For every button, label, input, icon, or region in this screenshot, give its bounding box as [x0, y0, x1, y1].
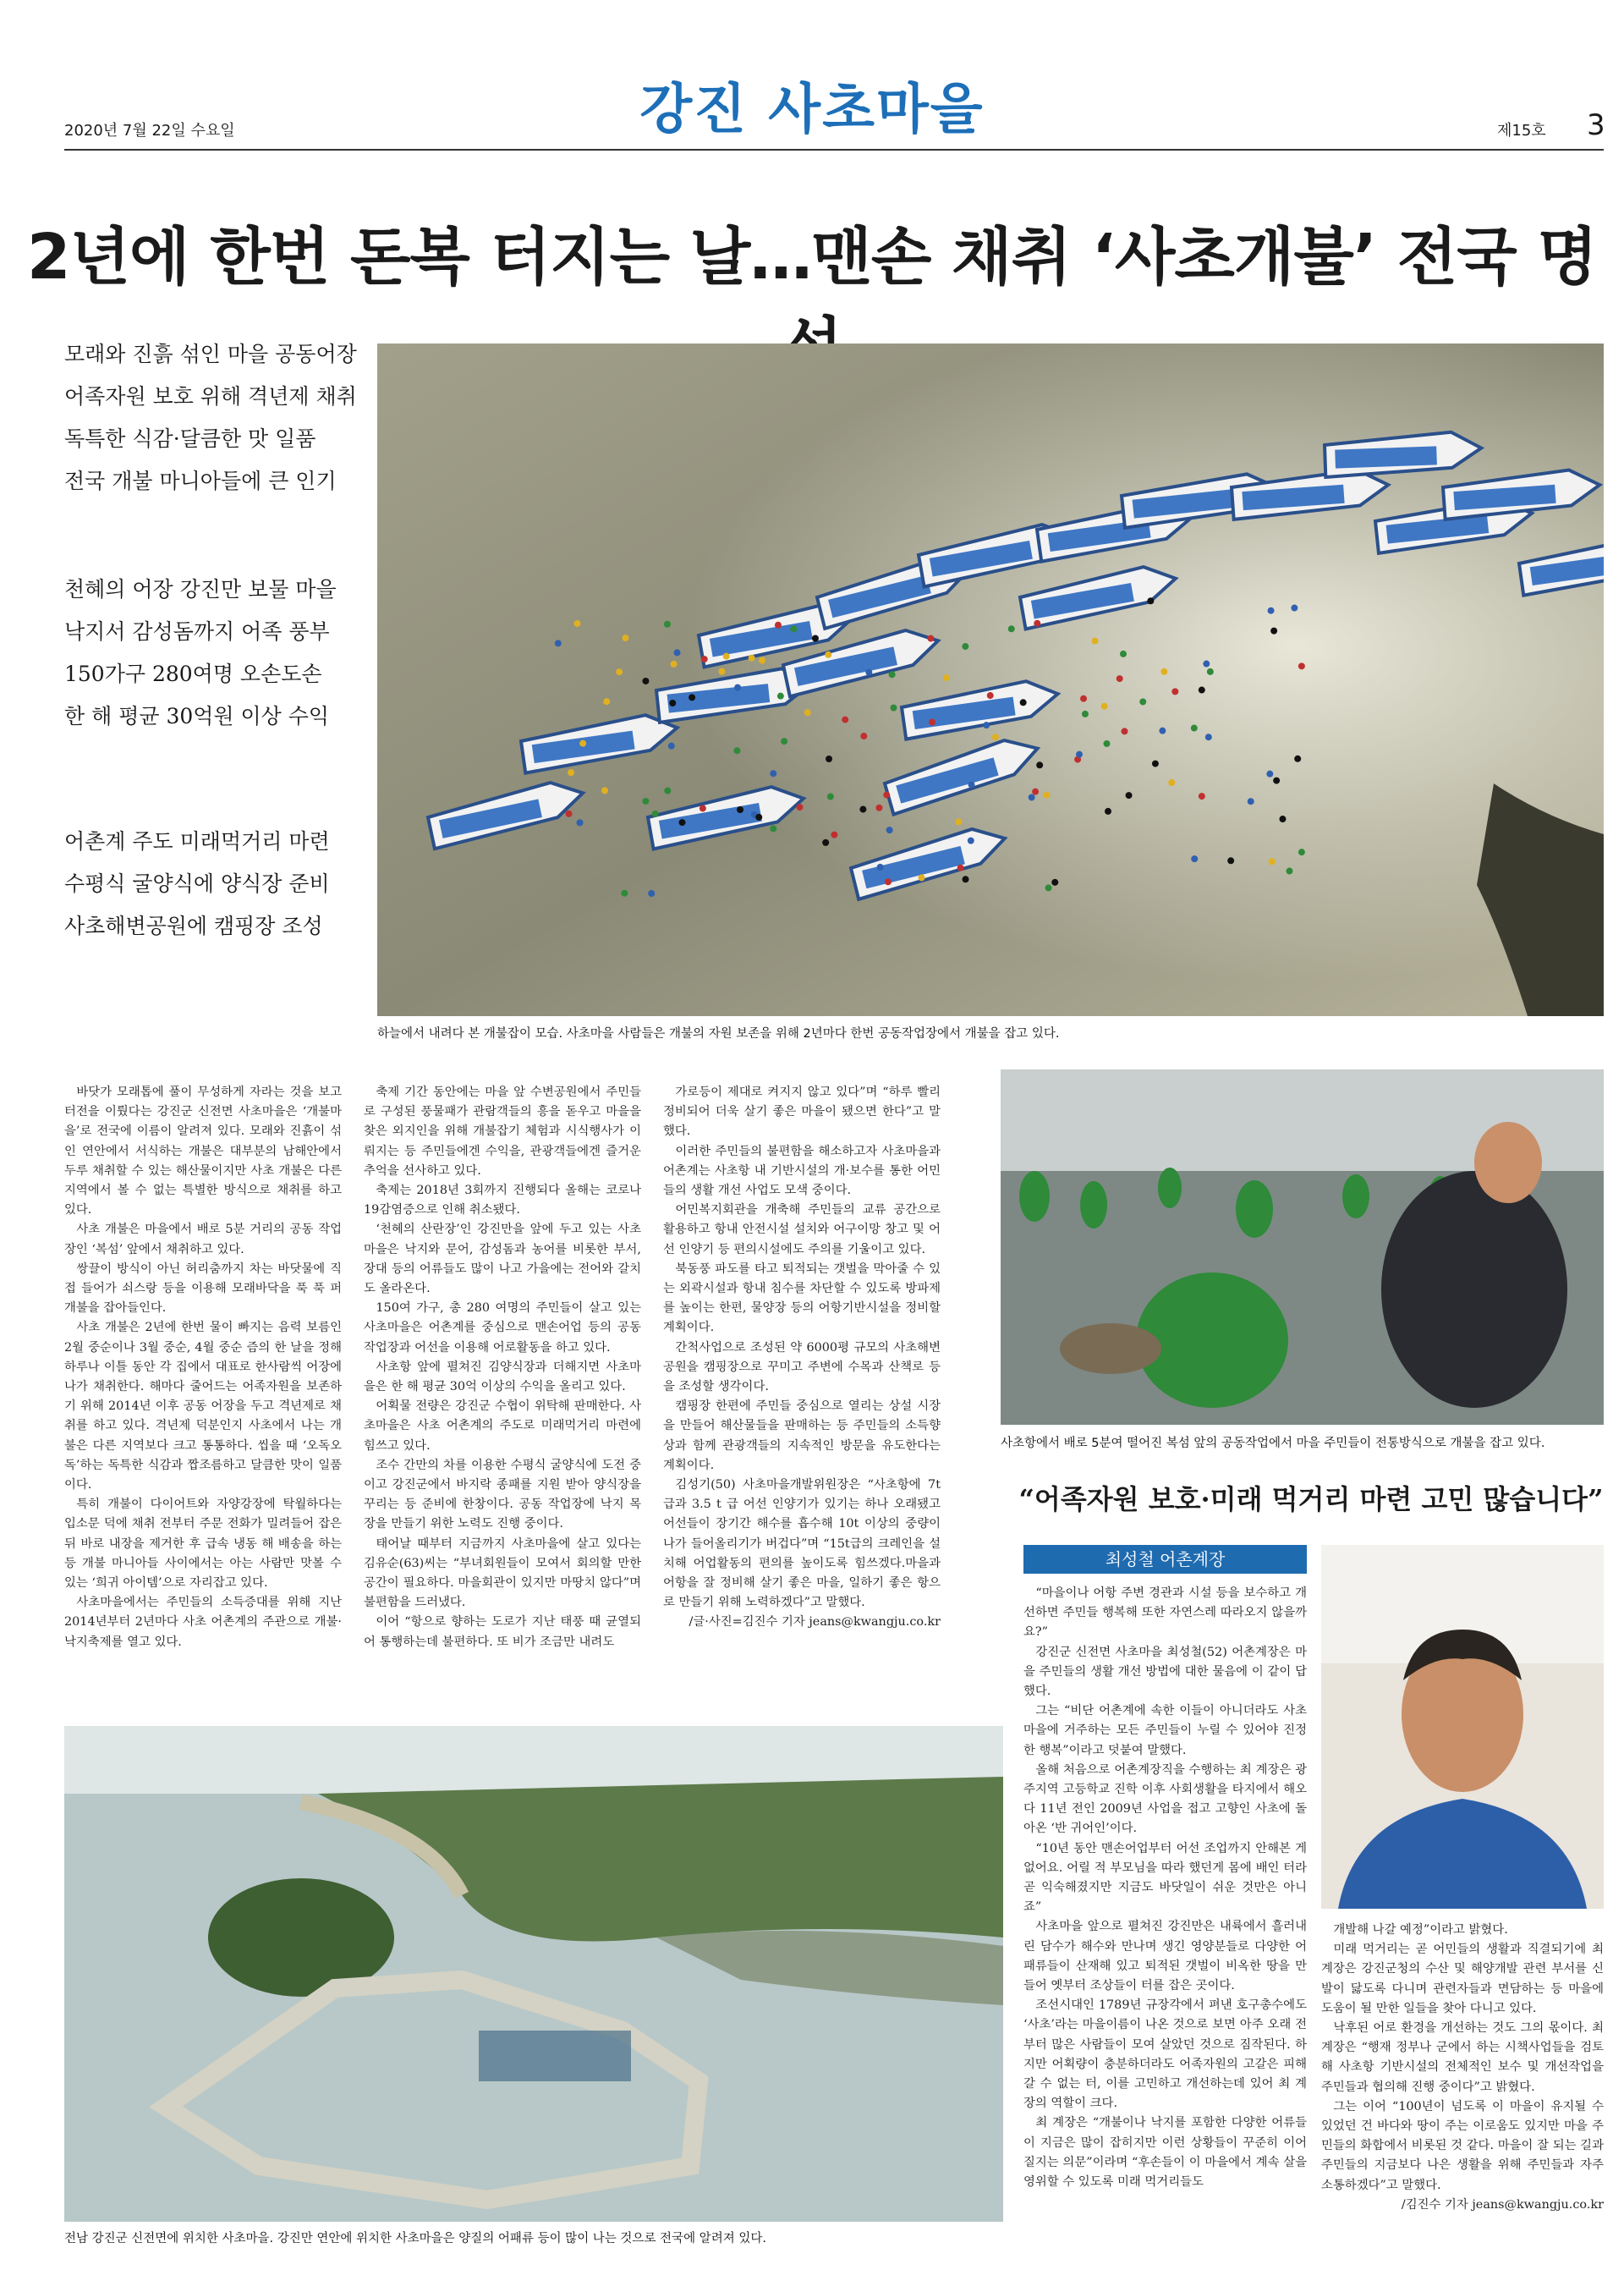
masthead-rule — [64, 149, 1604, 151]
paragraph: 개발해 나갈 예정”이라고 밝혔다. — [1333, 1923, 1508, 1937]
paragraph: 사초마을에서는 주민들의 소득증대를 위해 지난 2014년부터 2년마다 사초 어촌계의 주관으로 개불·낙지축제를 열고 있다. — [64, 1596, 342, 1649]
interviewee-badge: 최성철 어촌계장 — [1023, 1545, 1307, 1574]
page-number: 3 — [1587, 108, 1605, 142]
paragraph: 쌍끌이 방식이 아닌 허리춤까지 차는 바닷물에 직접 들어가 쇠스랑 등을 이용해 모래바닥을 푹 푹 퍼 개불을 잡아들인다. — [64, 1261, 342, 1316]
paragraph: 미래 먹거리는 곧 어민들의 생활과 직결되기에 최 계장은 강진군청의 수산 및 해양개발 관련 부서를 신발이 닳도록 다니며 관련자들과 면담하는 등 마을에 도움이 될 만한 일들을 찾아 다니고 있다. — [1321, 1943, 1604, 2015]
paragraph: “10년 동안 맨손어업부터 어선 조업까지 안해본 게 없어요. 어릴 적 부모님을 따라 했던게 몸에 배인 터라 곧 익숙해졌지만 지금도 바닷일이 쉬운 것만은 아니죠” — [1023, 1841, 1307, 1915]
paragraph: 바닷가 모래톱에 풀이 무성하게 자라는 것을 보고 터전을 이뤘다는 강진군 신전면 사초마을은 ‘개불마을’로 전국에 이름이 알려져 있다. 모래와 진흙이 섞인 연안에서 서식하는 개불은 대부분의 남해안에서 두루 채취할 수 있는 해산물이지만 사초 개불은 다른 지역에서 볼 수 없는 특별한 방식으로 채취를 하고 있다. — [64, 1086, 342, 1217]
paragraph: 어획물 전량은 강진군 수협이 위탁해 판매한다. 사초마을은 사초 어촌계의 주도로 미래먹거리 마련에 힘쓰고 있다. — [364, 1399, 641, 1453]
paragraph: 축제는 2018년 3회까지 진행되다 올해는 코로나19감염증으로 인해 취소됐다. — [364, 1184, 641, 1217]
paragraph: 태어날 때부터 지금까지 사초마을에 살고 있다는 김유순(63)씨는 “부녀회원들이 모여서 회의할 만한 공간이 필요하다. 마을회관이 있지만 마땅치 않다”며 불편함을 드러냈다. — [364, 1536, 641, 1610]
paragraph: 김성기(50) 사초마을개발위원장은 “사초항에 7t 급과 3.5 t 급 어선 인양기가 있기는 하나 오래됐고 어선들이 장기간 해수를 흡수해 10t 이상의 중량이 나가 들어올리기가 버겁다”며 “15t급의 크레인을 설치해 어업활동의 편의를 높이도록 힘쓰겠다.마을과 어항을 잘 정비해 살기 좋은 마을, 일하기 좋은 항으로 만들기 위해 노력하겠다”고 말했다. — [663, 1478, 941, 1610]
article-column-3 — [663, 1083, 941, 1726]
article-byline: /글·사진=김진수 기자 jeans@kwangju.co.kr — [689, 1615, 941, 1630]
summary-line: 독특한 식감·달큼한 맛 일품 — [64, 426, 316, 451]
interview-column-2 — [1321, 1921, 1604, 2267]
interview-column-1 — [1023, 1584, 1307, 2269]
paragraph: 사초항 앞에 펼쳐진 김양식장과 더해지면 사초마을은 한 해 평균 30억 이상의 수익을 올리고 있다. — [364, 1360, 641, 1394]
paragraph: 어민복지회관을 개축해 주민들의 교류 공간으로 활용하고 항내 안전시설 설치와 어구이망 창고 및 어선 인양기 등 편의시설에도 주의를 기울이고 있다. — [663, 1203, 941, 1256]
summary-group-1 — [64, 333, 357, 503]
paragraph: 북동풍 파도를 타고 퇴적되는 갯벌을 막아줄 수 있는 외곽시설과 항내 침수를 차단할 수 있도록 방파제를 높이는 한편, 물양장 등의 어항기반시설을 정비할 계획이다. — [663, 1261, 941, 1335]
summary-line: 모래와 진흙 섞인 마을 공동어장 — [64, 342, 357, 366]
paragraph: 그는 “비단 어촌계에 속한 이들이 아니더라도 사초마을에 거주하는 모든 주민들이 누릴 수 있어야 진정한 행복”이라고 덧붙여 말했다. — [1023, 1704, 1307, 1757]
caption-digging: 사초항에서 배로 5분여 떨어진 복섬 앞의 공동작업에서 마을 주민들이 전통방식으로 개불을 잡고 있다. — [1001, 1437, 1545, 1450]
paragraph: 캠핑장 한편에 주민들 중심으로 열리는 상설 시장을 만들어 해산물들을 판매하는 등 주민들의 소득향상과 함께 관광객들의 지속적인 방문을 유도한다는 계획이다. — [663, 1399, 941, 1472]
summary-line: 한 해 평균 30억원 이상 수익 — [64, 704, 330, 728]
issue-number: 제15호 — [1497, 122, 1546, 140]
summary-line: 어촌계 주도 미래먹거리 마련 — [64, 829, 330, 854]
paragraph: 이러한 주민들의 불편함을 해소하고자 사초마을과 어촌계는 사초항 내 기반시설의 개·보수를 통한 어민들의 생활 개선 사업도 모색 중이다. — [663, 1144, 941, 1198]
paragraph: 사초 개불은 마을에서 배로 5분 거리의 공동 작업장인 ‘복섬’ 앞에서 채취하고 있다. — [64, 1223, 342, 1256]
summary-line: 낙지서 감성돔까지 어족 풍부 — [64, 619, 330, 644]
paragraph: 조선시대인 1789년 규장각에서 펴낸 호구총수에도 ‘사초’라는 마을이름이 나온 것으로 보면 아주 오래 전부터 많은 사람들이 모여 살았던 것으로 짐작된다. 하지만 어획량이 충분하더라도 어족자원의 고갈은 피해갈 수 없는 터, 이를 고민하고 개선하는데 있어 최 계장의 역할이 크다. — [1023, 1998, 1307, 2111]
summary-line: 수평식 굴양식에 양식장 준비 — [64, 871, 330, 896]
section-title: 강진 사초마을 — [639, 79, 985, 141]
summary-group-3 — [64, 821, 352, 948]
paragraph: 가로등이 제대로 켜지지 않고 있다”며 “하루 빨리 정비되어 더욱 살기 좋은 마을이 됐으면 한다”고 말했다. — [663, 1086, 941, 1139]
summary-group-2 — [64, 569, 352, 738]
interview-byline: /김진수 기자 jeans@kwangju.co.kr — [1401, 2197, 1604, 2212]
article-column-2 — [364, 1083, 641, 1726]
paragraph: 특히 개불이 다이어트와 자양강장에 탁월하다는 입소문 덕에 채취 전부터 주문 전화가 밀려들어 잡은 뒤 바로 내장을 제거한 후 급속 냉동 해 배송을 하는 등 개불 마니아들 사이에서는 아는 사람만 맛볼 수 있는 ‘희귀 아이템’으로 자리잡고 있다. — [64, 1498, 342, 1591]
paragraph: 축제 기간 동안에는 마을 앞 수변공원에서 주민들로 구성된 풍물패가 관람객들의 흥을 돋우고 마을을 찾은 외지인을 위해 개불잡기 체험과 시식행사가 이뤄지는 등 주민들에겐 수익을, 관광객들에겐 즐거운 추억을 선사하고 있다. — [364, 1086, 641, 1178]
paragraph: 사초마을 앞으로 펼쳐진 강진만은 내륙에서 흘러내린 담수가 해수와 만나며 생긴 영양분들로 다양한 어패류들이 산재해 있고 퇴적된 갯벌이 비옥한 땅을 만들어 옛부터 조상들이 터를 잡은 곳이다. — [1023, 1920, 1307, 1993]
interviewee-portrait — [1321, 1545, 1604, 1909]
paragraph: 그는 이어 “100년이 넘도록 이 마을이 유지될 수 있었던 건 바다와 땅이 주는 이로움도 있지만 마을 주민들의 화합에서 비롯된 것 같다. 마을이 잘 되는 길과 주민들의 지금보다 나은 생활을 위해 주민들과 자주 소통하겠다”고 말했다. — [1321, 2099, 1604, 2192]
paragraph: 150여 가구, 총 280 여명의 주민들이 살고 있는 사초마을은 어촌계를 중심으로 맨손어업 등의 공동작업장과 어선을 이용해 어로활동을 하고 있다. — [364, 1301, 641, 1355]
paragraph: ‘천혜의 산란장’인 강진만을 앞에 두고 있는 사초마을은 낙지와 문어, 감성돔과 농어를 비롯한 부서, 장대 등의 어류들도 많이 나고 가을에는 전어와 갈치도 올라온다. — [364, 1223, 641, 1296]
paragraph: “마을이나 어항 주변 경관과 시설 등을 보수하고 개선하면 주민들 행복해 또한 자연스레 따라오지 않을까요?” — [1023, 1586, 1307, 1640]
paragraph: 이어 “항으로 향하는 도로가 지난 태풍 때 균열되어 통행하는데 불편하다. 또 비가 조금만 내려도 — [364, 1615, 641, 1649]
paragraph: 낙후된 어로 환경을 개선하는 것도 그의 몫이다. 최 계장은 “행재 정부나 군에서 하는 시책사업들을 검토해 사초항 기반시설의 전체적인 보수 및 개선작업을 주민들과 협의해 진행 중이다”고 밝혔다. — [1321, 2021, 1604, 2094]
summary-line: 사초해변공원에 캠핑장 조성 — [64, 914, 323, 938]
village-aerial-photo — [64, 1726, 1003, 2222]
article-column-1 — [64, 1083, 342, 1726]
caption-aerial-boats: 하늘에서 내려다 본 개불잡이 모습. 사초마을 사람들은 개불의 자원 보존을 위해 2년마다 한번 공동작업장에서 개불을 잡고 있다. — [377, 1027, 1060, 1041]
summary-line: 어족자원 보호 위해 격년제 채취 — [64, 384, 357, 409]
digging-photo — [1001, 1069, 1604, 1425]
paragraph: 최 계장은 “개불이나 낙지를 포함한 다양한 어류들이 지금은 많이 잡히지만 이런 상황들이 꾸준히 이어질지는 의문”이라며 “후손들이 이 마을에서 계속 살을 영위할 수 있도록 미래 먹거리들도 — [1023, 2116, 1307, 2190]
issue-date: 2020년 7월 22일 수요일 — [64, 122, 235, 140]
summary-line: 전국 개불 마니아들에 큰 인기 — [64, 469, 337, 493]
paragraph: 강진군 신전면 사초마을 최성철(52) 어촌계장은 마을 주민들의 생활 개선 방법에 대한 물음에 이 같이 답했다. — [1023, 1645, 1307, 1699]
interview-title: “어족자원 보호·미래 먹거리 마련 고민 많습니다” — [1018, 1483, 1604, 1515]
paragraph: 사초 개불은 2년에 한번 물이 빠지는 음력 보름인 2월 중순이나 3월 중순, 4월 중순 즘의 한 날을 정해 하루나 이틀 동안 각 집에서 대표로 한사람씩 어장에 나가 채취한다. 해마다 줄어드는 어족자원을 보존하기 위해 2014년 이후 공동 어장을 두고 격년제로 채취를 하고 있다. 격년제 덕분인지 사초에서 나는 개불은 다른 지역보다 크고 통통하다. 씹을 때 ‘오독오독’하는 독특한 식감과 짭조름하고 달큼한 맛이 일품이다. — [64, 1321, 342, 1492]
paragraph: 간척사업으로 조성된 약 6000평 규모의 사초해변공원을 캠핑장으로 꾸미고 주변에 수목과 산책로 등을 조성할 생각이다. — [663, 1340, 941, 1394]
summary-line: 천혜의 어장 강진만 보물 마을 — [64, 577, 337, 602]
paragraph: 조수 간만의 차를 이용한 수평식 굴양식에 도전 중이고 강진군에서 바지락 종패를 지원 받아 양식장을 꾸리는 등 준비에 한창이다. 공동 작업장에 낙지 목장을 만들기 위한 노력도 진행 중이다. — [364, 1458, 641, 1531]
aerial-boats-photo — [377, 344, 1604, 1016]
summary-line: 150가구 280여명 오손도손 — [64, 662, 322, 686]
paragraph: 올해 처음으로 어촌계장직을 수행하는 최 계장은 광주지역 고등학교 진학 이후 사회생활을 타지에서 해오다 11년 전인 2009년 사업을 접고 고향인 사초에 돌아온 ‘반 귀어인’이다. — [1023, 1762, 1307, 1836]
caption-village-aerial: 전남 강진군 신전면에 위치한 사초마을. 강진만 연안에 위치한 사초마을은 양질의 어패류 등이 많이 나는 것으로 전국에 알려져 있다. — [64, 2232, 766, 2245]
headline: 2년에 한번 돈복 터지는 날…맨손 채취 ‘사초개불’ 전국 명 — [27, 221, 1597, 294]
